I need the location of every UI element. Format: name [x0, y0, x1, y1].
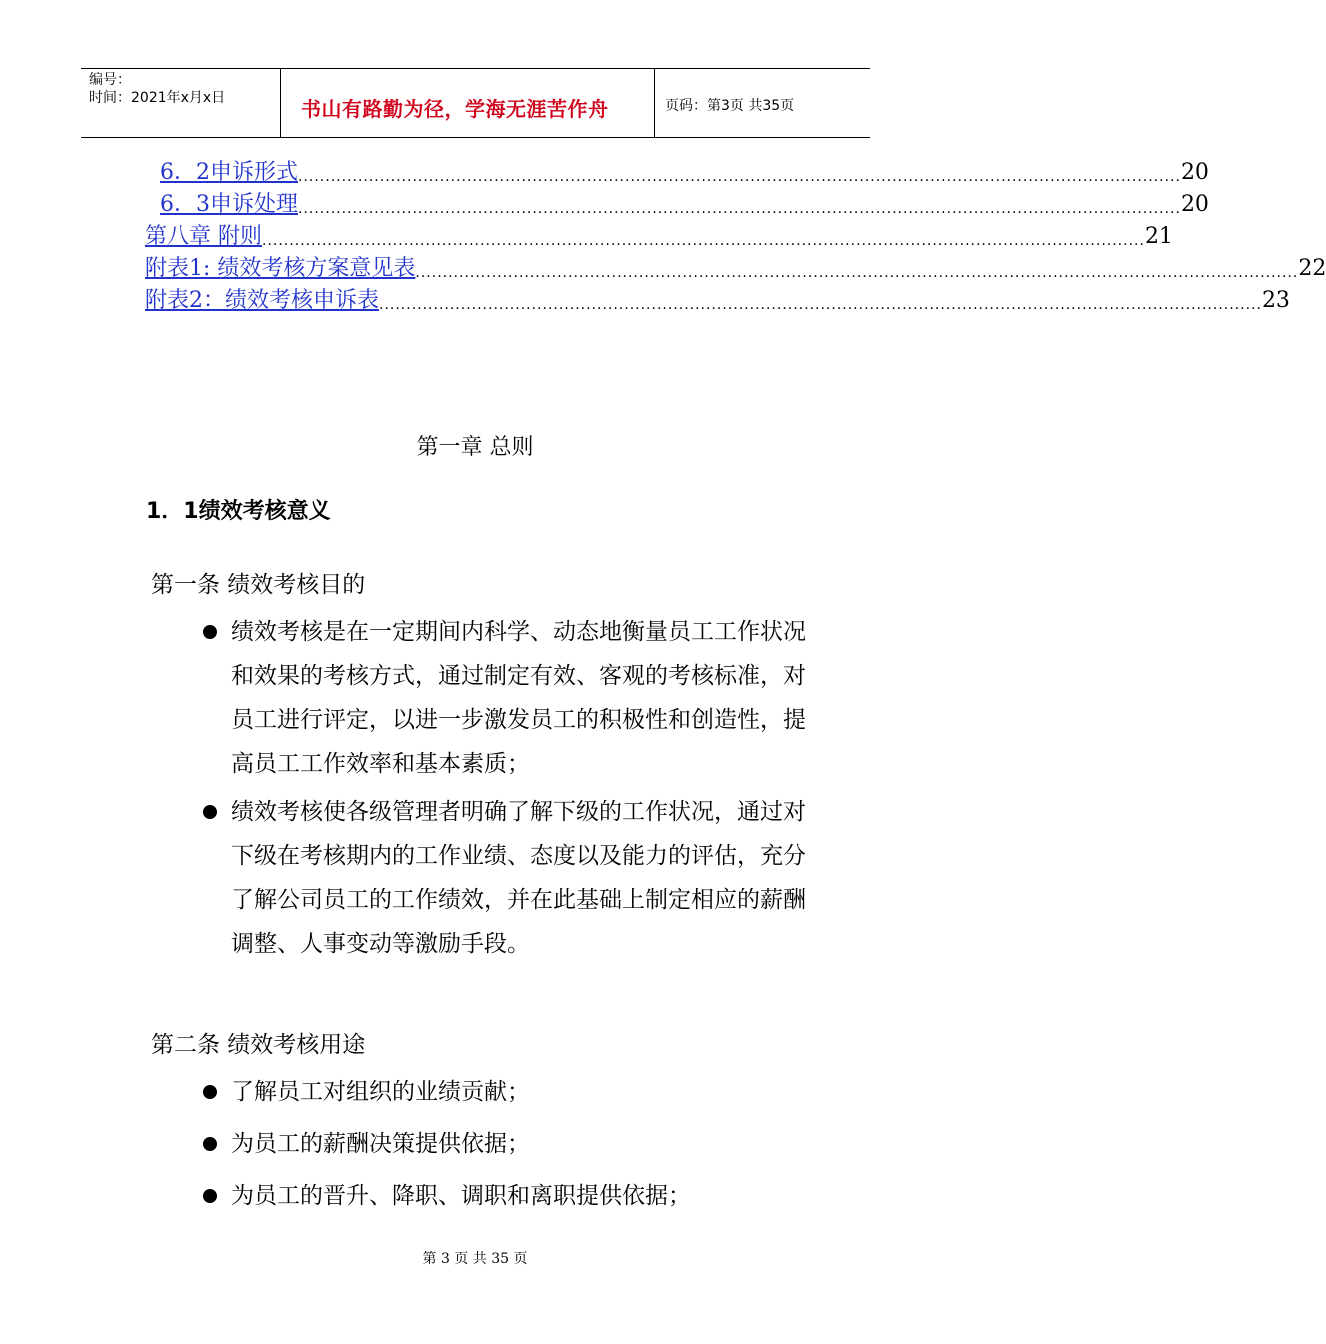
toc-link[interactable]: 第八章 附则 — [145, 224, 262, 249]
toc-entry[interactable] — [160, 190, 1209, 220]
bullet-item — [203, 1122, 843, 1166]
toc-leader: .................................................................................................................................................................. — [379, 297, 1262, 313]
article-title: 第二条 绩效考核用途 — [151, 1032, 366, 1058]
page-header — [81, 68, 870, 138]
bullet-text: 了解员工对组织的业绩贡献； — [231, 1079, 530, 1105]
toc-entry[interactable] — [145, 286, 1290, 316]
bullet-dot-icon — [203, 625, 217, 639]
header-motto-cell — [281, 69, 655, 137]
toc-link[interactable]: 附表1: 绩效考核方案意见表 — [145, 256, 416, 281]
bullet-text: 绩效考核是在一定期间内科学、动态地衡量员工工作状况和效果的考核方式，通过制定有效、客观的考核标准，对员工进行评定，以进一步激发员工的积极性和创造性，提高员工工作效率和基本素质； — [231, 619, 806, 777]
bullet-text: 绩效考核使各级管理者明确了解下级的工作状况，通过对下级在考核期内的工作业绩、态度以及能力的评估，充分了解公司员工的工作绩效，并在此基础上制定相应的薪酬调整、人事变动等激励手段。 — [231, 799, 806, 957]
header-motto: 书山有路勤为径，学海无涯苦作舟 — [301, 97, 609, 121]
toc-entry[interactable] — [145, 222, 1173, 252]
toc-link[interactable]: 6．2申诉形式 — [160, 160, 298, 185]
header-page-cell — [655, 69, 870, 137]
bullet-item — [203, 1174, 843, 1218]
header-meta — [81, 69, 281, 137]
page-footer: 第 3 页 共 35 页 — [422, 1251, 528, 1267]
toc-leader: .................................................................................................................................................................. — [262, 233, 1145, 249]
toc-page-number: 22 — [1298, 256, 1326, 281]
toc-link[interactable]: 附表2：绩效考核申诉表 — [145, 288, 379, 313]
article-title: 第一条 绩效考核目的 — [151, 572, 366, 598]
toc-leader: .................................................................................................................................................................. — [415, 265, 1299, 281]
bullet-dot-icon — [203, 1137, 217, 1151]
bullet-item — [203, 790, 843, 966]
toc-entry[interactable] — [160, 158, 1209, 188]
date-label: 时间：2021年x月x日 — [89, 90, 226, 106]
bullet-dot-icon — [203, 1189, 217, 1203]
toc-page-number: 21 — [1144, 224, 1173, 249]
toc-link[interactable]: 6．3申诉处理 — [160, 192, 298, 217]
bullet-text: 为员工的薪酬决策提供依据； — [231, 1131, 530, 1157]
toc-entry[interactable] — [145, 254, 1326, 284]
bullet-dot-icon — [203, 1085, 217, 1099]
bullet-item — [203, 610, 843, 786]
toc-page-number: 20 — [1180, 192, 1209, 217]
header-page-info: 页码：第3页 共35页 — [665, 98, 795, 114]
toc-leader: .................................................................................................................................................................. — [298, 201, 1181, 217]
bullet-dot-icon — [203, 805, 217, 819]
toc-page-number: 23 — [1261, 288, 1290, 313]
section-title: 1．1绩效考核意义 — [146, 499, 331, 524]
bullet-text: 为员工的晋升、降职、调职和离职提供依据； — [231, 1183, 691, 1209]
chapter-title: 第一章 总则 — [416, 435, 534, 460]
toc-page-number: 20 — [1180, 160, 1209, 185]
number-label: 编号： — [89, 72, 131, 88]
toc-leader: .................................................................................................................................................................. — [298, 169, 1181, 185]
bullet-item — [203, 1070, 843, 1114]
